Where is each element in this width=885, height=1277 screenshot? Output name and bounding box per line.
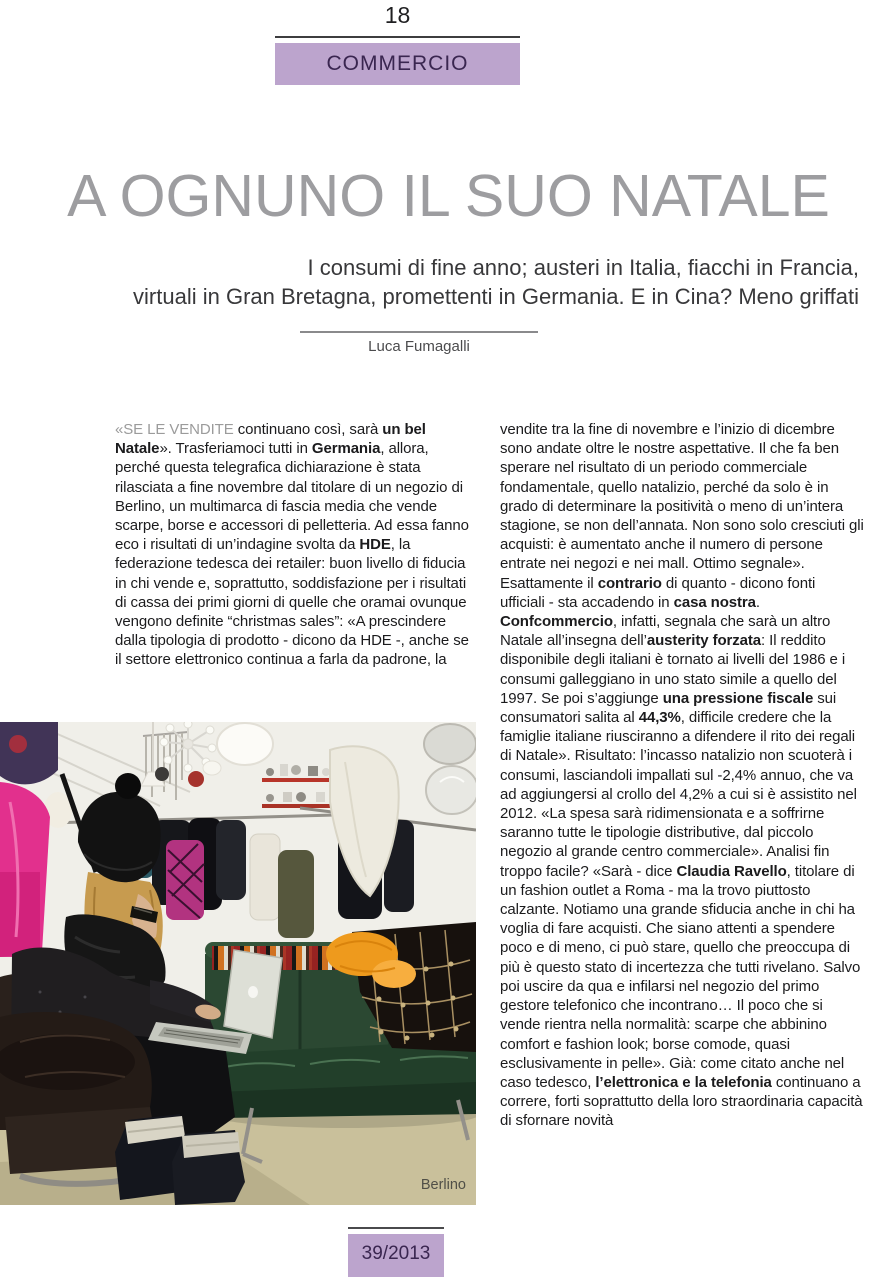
header-rule [275, 36, 520, 38]
author-rule [300, 331, 538, 333]
photo-illustration [0, 722, 476, 1205]
footer-rule [348, 1227, 444, 1229]
author-name: Luca Fumagalli [368, 338, 470, 355]
paragraph: vendite tra la fine di novembre e l’inizio di dicembre sono andate oltre le nostre aspettative. Il che fa ben sperare nel risultato di un periodo commerciale fondamentale, quello natalizio, perché da solo è in grado di determinare la positività o meno di un’intera stagione, se non dell’annata. Non sono solo cresciuti gli acquisti: è aumentato anche il numero di persone entrate nei negozi e nei mall. Ottimo segnale». [500, 421, 864, 573]
paragraph: «SE LE VENDITE continuano così, sarà un bel Natale». Trasferiamoci tutti in Germania, allora, perché questa telegrafica dichiarazione è stata rilasciata a fine novembre dal titolare di un negozio di Berlino, un multimarca di fascia media che vende scarpe, borse e accessori di pelletteria. Ad essa fanno eco i risultati di un’indagine svolta da HDE, la federazione tedesca dei retailer: buon livello di fiducia in chi vende e, soprattutto, soddisfazione per i risultati di cassa dei primi giorni di quelle che oramai ovunque vengono definite “christmas sales”: «A prescindere dalla tipologia di prodotto - dicono da HDE -, anche se il settore elettronico continua a farla da padrone, la [115, 421, 469, 669]
photo-caption: Berlino [420, 1177, 466, 1193]
article-subtitle [80, 253, 859, 311]
paragraph: Esattamente il contrario di quanto - dicono fonti ufficiali - sta accadendo in casa nostra. Confcommercio, infatti, segnala che sarà un altro Natale all’insegna dell’austerity forzata: Il reddito disponibile degli italiani è tornato ai livelli del 1986 e i consumi galleggiano in uno stato simile a quello del 1997. Se poi s’aggiunge una pressione fiscale sui consumatori salita al 44,3%, difficile credere che la famiglie italiane riusciranno a difendere il rito dei regali di Natale». Risultato: l’incasso natalizio non scuoterà i consumi, lasciandoli impallati sul -2,4% annuo, che va ad aggiungersi al crollo del 4,2% a cui si è assistito nel 2012. «La spesa sarà ridimensionata e a soffrirne saranno tutte le tipologie distributive, dal piccolo negozio al grande centro commerciale». Analisi fin troppo facile? «Sarà - dice Claudia Ravello, titolare di un fashion outlet a Roma - ma la trovo piuttosto calzante. Notiamo una grande sfiducia anche in chi ha voglia di fare acquisti. Che siano attenti a spendere poco e di meno, ci può stare, quello che preoccupa di più è questo stato di incertezza che tutti rivelano. Salvo poi uscire da qua e infilarsi nel negozio del primo gestore telefonico che incontrano… Il poco che si vende rientra nella normalità: scarpe che abbinino comfort e fashion look; borse comode, quasi esclusivamente in pelle». Già: come citato anche nel caso tedesco, l’elettronica e la telefonia continuano a correre, forti soprattutto della loro straordinaria capacità di sfornare novità [500, 574, 863, 1130]
body-column-right [500, 420, 864, 1131]
body-column-left [115, 420, 477, 670]
section-banner: COMMERCIO [275, 43, 520, 85]
apple-logo [248, 986, 258, 998]
pompom [115, 773, 141, 799]
article-photo [0, 722, 476, 1205]
plaid-garment [166, 840, 204, 920]
issue-badge: 39/2013 [348, 1234, 444, 1277]
subtitle-line-1: I consumi di fine anno; austeri in Italia, fiacchi in Francia, [307, 255, 859, 280]
subtitle-line-2: virtuali in Gran Bretagna, promettenti in Germania. E in Cina? Meno griffati [133, 284, 859, 309]
page-number: 18 [384, 2, 411, 28]
article-title: A OGNUNO IL SUO NATALE [67, 163, 830, 229]
